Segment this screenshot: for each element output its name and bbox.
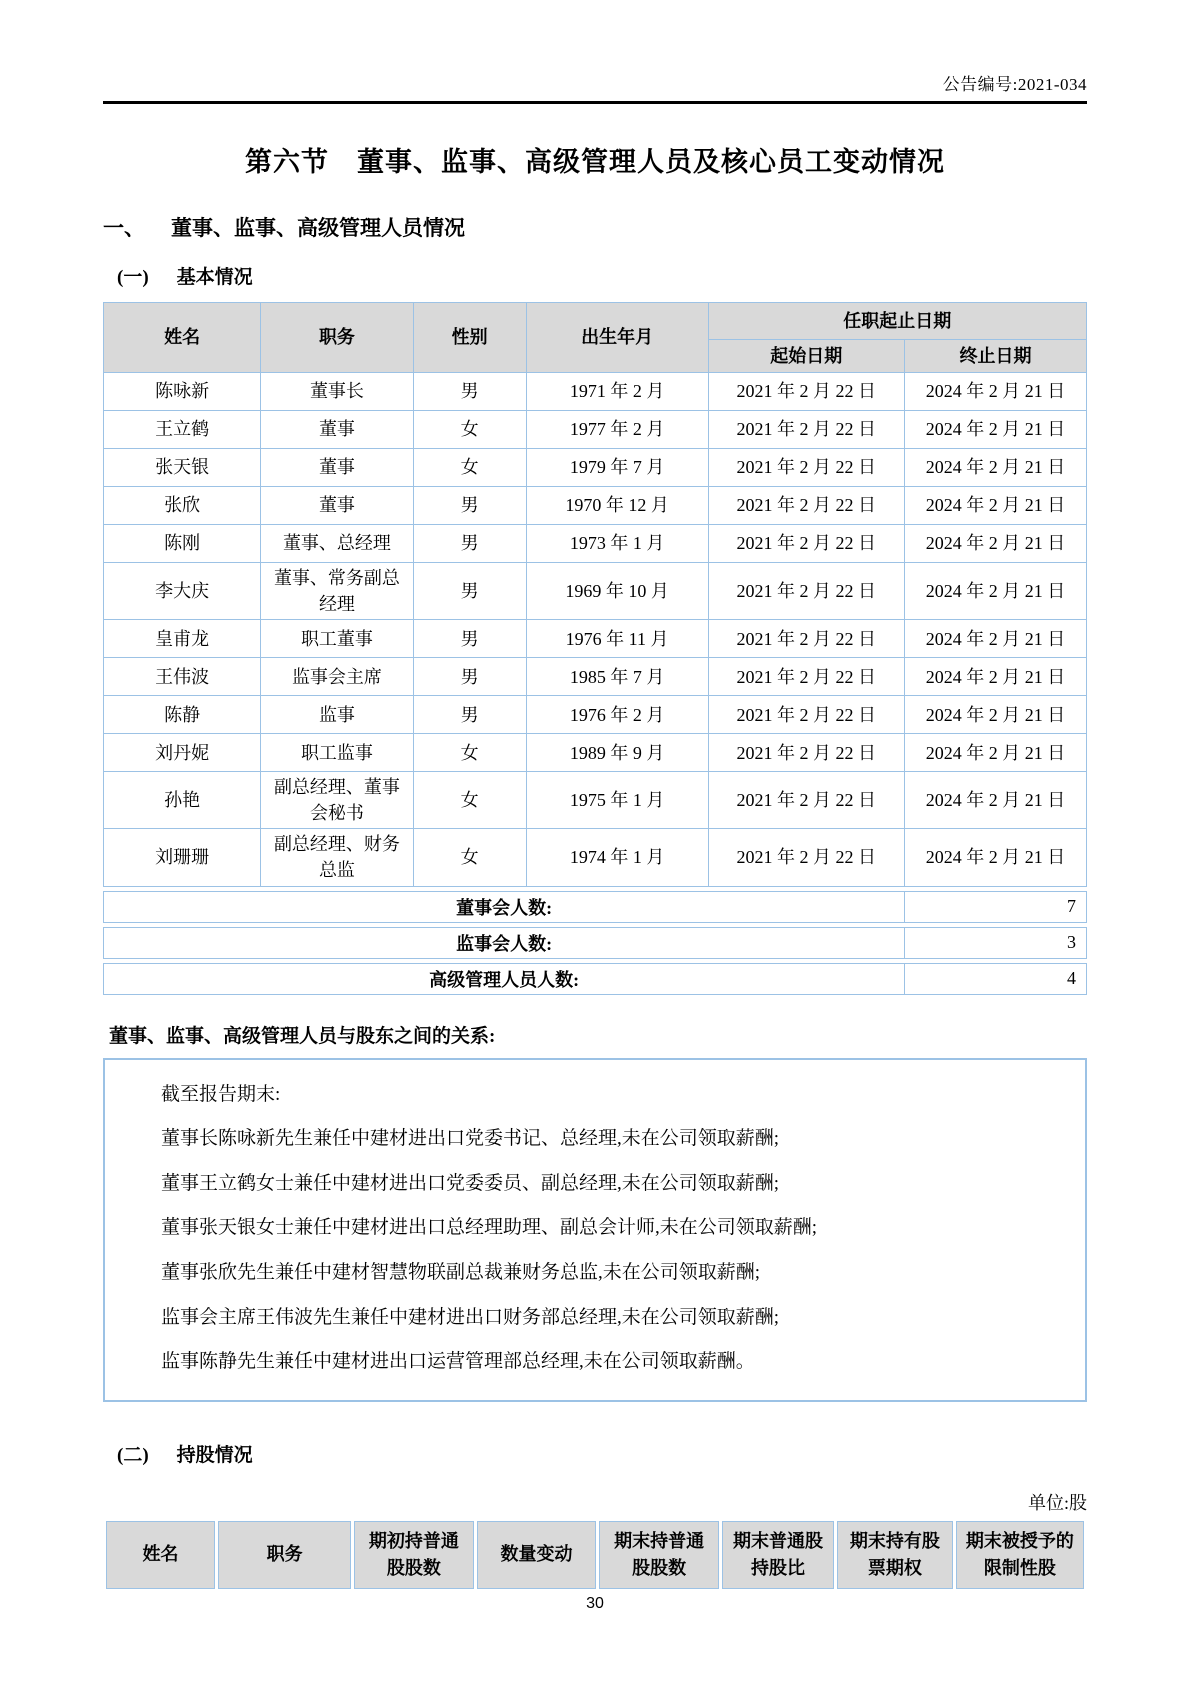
cell-birth: 1976 年 11 月 (526, 620, 708, 658)
cell-start: 2021 年 2 月 22 日 (708, 658, 905, 696)
cell-end: 2024 年 2 月 21 日 (905, 829, 1087, 886)
cell-start: 2021 年 2 月 22 日 (708, 734, 905, 772)
cell-end: 2024 年 2 月 21 日 (905, 734, 1087, 772)
cell-duty: 副总经理、董事会秘书 (261, 772, 413, 829)
summary-value: 4 (1067, 968, 1076, 989)
cell-gender: 男 (413, 696, 526, 734)
col-header-term: 任职起止日期 (708, 303, 1087, 340)
relations-paragraph: 监事陈静先生兼任中建材进出口运营管理部总经理,未在公司领取薪酬。 (161, 1351, 755, 1373)
col-header-birth: 出生年月 (526, 303, 708, 373)
relations-paragraph: 监事会主席王伟波先生兼任中建材进出口财务部总经理,未在公司领取薪酬; (161, 1306, 780, 1328)
relations-paragraph: 董事王立鹤女士兼任中建材进出口党委委员、副总经理,未在公司领取薪酬; (161, 1172, 780, 1194)
cell-gender: 女 (413, 829, 526, 886)
relations-paragraph: 董事张欣先生兼任中建材智慧物联副总裁兼财务总监,未在公司领取薪酬; (161, 1261, 761, 1283)
col-header-start-date: 起始日期 (708, 340, 905, 373)
cell-end: 2024 年 2 月 21 日 (905, 449, 1087, 487)
cell-name: 陈刚 (104, 525, 261, 563)
table-row (104, 620, 1087, 658)
table-row (104, 829, 1087, 886)
basic-info-table (103, 302, 1087, 887)
cell-end: 2024 年 2 月 21 日 (905, 772, 1087, 829)
cell-start: 2021 年 2 月 22 日 (708, 772, 905, 829)
summary-value: 3 (1067, 932, 1076, 953)
cell-start: 2021 年 2 月 22 日 (708, 411, 905, 449)
table-row (104, 411, 1087, 449)
cell-duty: 副总经理、财务总监 (261, 829, 413, 886)
cell-gender: 女 (413, 734, 526, 772)
cell-duty: 董事、常务副总经理 (261, 563, 413, 620)
subsection-heading-text: 持股情况 (176, 1444, 253, 1466)
cell-name: 孙艳 (104, 772, 261, 829)
cell-birth: 1970 年 12 月 (526, 487, 708, 525)
announcement-number: 公告编号:2021-034 (942, 75, 1087, 94)
cell-birth: 1976 年 2 月 (526, 696, 708, 734)
col-header-closing-ratio: 期末普通股持股比 (722, 1521, 834, 1589)
cell-end: 2024 年 2 月 21 日 (905, 563, 1087, 620)
cell-duty: 监事会主席 (261, 658, 413, 696)
col-header-end-date: 终止日期 (905, 340, 1087, 373)
cell-start: 2021 年 2 月 22 日 (708, 525, 905, 563)
table-row (104, 373, 1087, 411)
col-header-restricted-shares: 期末被授予的限制性股 (956, 1521, 1084, 1589)
cell-gender: 女 (413, 411, 526, 449)
cell-gender: 男 (413, 620, 526, 658)
page-content (103, 0, 1087, 1613)
table-row (104, 734, 1087, 772)
cell-duty: 职工监事 (261, 734, 413, 772)
summary-label: 监事会人数: (104, 928, 905, 958)
cell-name: 陈静 (104, 696, 261, 734)
summary-row-supervisor-count (103, 927, 1087, 959)
subsection-basic-heading (117, 262, 1087, 289)
cell-end: 2024 年 2 月 21 日 (905, 620, 1087, 658)
section-number: 一、 (103, 216, 145, 240)
shareholding-table (103, 1521, 1087, 1589)
cell-birth: 1973 年 1 月 (526, 525, 708, 563)
cell-duty: 董事 (261, 449, 413, 487)
cell-duty: 董事长 (261, 373, 413, 411)
cell-duty: 董事、总经理 (261, 525, 413, 563)
cell-end: 2024 年 2 月 21 日 (905, 411, 1087, 449)
table-row (104, 487, 1087, 525)
cell-start: 2021 年 2 月 22 日 (708, 620, 905, 658)
summary-label: 董事会人数: (104, 892, 905, 922)
cell-name: 王立鹤 (104, 411, 261, 449)
subsection-holding-heading (117, 1440, 1087, 1467)
unit-note: 单位:股 (1027, 1492, 1087, 1513)
section-heading (103, 212, 1087, 242)
relations-paragraph: 截至报告期末: (161, 1083, 281, 1105)
cell-birth: 1985 年 7 月 (526, 658, 708, 696)
cell-name: 张天银 (104, 449, 261, 487)
col-header-stock-options: 期末持有股票期权 (837, 1521, 953, 1589)
cell-start: 2021 年 2 月 22 日 (708, 829, 905, 886)
cell-birth: 1977 年 2 月 (526, 411, 708, 449)
cell-birth: 1989 年 9 月 (526, 734, 708, 772)
cell-end: 2024 年 2 月 21 日 (905, 696, 1087, 734)
cell-name: 刘丹妮 (104, 734, 261, 772)
header-rule (103, 101, 1087, 104)
cell-gender: 男 (413, 658, 526, 696)
page-number: 30 (586, 1594, 604, 1612)
cell-start: 2021 年 2 月 22 日 (708, 449, 905, 487)
col-header-closing-shares: 期末持普通股股数 (599, 1521, 719, 1589)
summary-value: 7 (1067, 896, 1076, 917)
cell-end: 2024 年 2 月 21 日 (905, 525, 1087, 563)
cell-birth: 1979 年 7 月 (526, 449, 708, 487)
cell-birth: 1971 年 2 月 (526, 373, 708, 411)
subsection-number: (二) (117, 1444, 149, 1466)
cell-gender: 男 (413, 563, 526, 620)
cell-start: 2021 年 2 月 22 日 (708, 487, 905, 525)
summary-label: 高级管理人员人数: (104, 964, 905, 994)
cell-end: 2024 年 2 月 21 日 (905, 487, 1087, 525)
cell-gender: 女 (413, 772, 526, 829)
col-header-name: 姓名 (104, 303, 261, 373)
cell-birth: 1974 年 1 月 (526, 829, 708, 886)
table-header-row (106, 1521, 1084, 1589)
cell-gender: 男 (413, 487, 526, 525)
table-row (104, 696, 1087, 734)
cell-duty: 职工董事 (261, 620, 413, 658)
cell-end: 2024 年 2 月 21 日 (905, 373, 1087, 411)
cell-name: 刘珊珊 (104, 829, 261, 886)
cell-gender: 女 (413, 449, 526, 487)
cell-start: 2021 年 2 月 22 日 (708, 563, 905, 620)
cell-start: 2021 年 2 月 22 日 (708, 373, 905, 411)
col-header-duty: 职务 (218, 1521, 351, 1589)
cell-birth: 1975 年 1 月 (526, 772, 708, 829)
summary-row-board-count (103, 891, 1087, 923)
col-header-opening-shares: 期初持普通股股数 (354, 1521, 474, 1589)
cell-gender: 男 (413, 373, 526, 411)
chapter-title: 第六节 董事、监事、高级管理人员及核心员工变动情况 (245, 147, 945, 177)
table-row (104, 563, 1087, 620)
table-row (104, 525, 1087, 563)
cell-birth: 1969 年 10 月 (526, 563, 708, 620)
col-header-name: 姓名 (106, 1521, 215, 1589)
relations-paragraph: 董事张天银女士兼任中建材进出口总经理助理、副总会计师,未在公司领取薪酬; (161, 1217, 818, 1239)
table-row (104, 658, 1087, 696)
table-row (104, 772, 1087, 829)
relations-heading: 董事、监事、高级管理人员与股东之间的关系: (109, 1025, 496, 1047)
col-header-change: 数量变动 (477, 1521, 597, 1589)
cell-duty: 监事 (261, 696, 413, 734)
cell-name: 李大庆 (104, 563, 261, 620)
cell-start: 2021 年 2 月 22 日 (708, 696, 905, 734)
cell-name: 皇甫龙 (104, 620, 261, 658)
subsection-number: (一) (117, 267, 149, 288)
table-row (104, 449, 1087, 487)
cell-duty: 董事 (261, 411, 413, 449)
cell-name: 王伟波 (104, 658, 261, 696)
relations-box (103, 1058, 1087, 1402)
cell-gender: 男 (413, 525, 526, 563)
relations-paragraph: 董事长陈咏新先生兼任中建材进出口党委书记、总经理,未在公司领取薪酬; (161, 1128, 780, 1150)
cell-duty: 董事 (261, 487, 413, 525)
col-header-gender: 性别 (413, 303, 526, 373)
table-header-row (104, 303, 1087, 340)
cell-end: 2024 年 2 月 21 日 (905, 658, 1087, 696)
subsection-heading-text: 基本情况 (176, 267, 253, 288)
cell-name: 陈咏新 (104, 373, 261, 411)
cell-name: 张欣 (104, 487, 261, 525)
col-header-duty: 职务 (261, 303, 413, 373)
section-heading-text: 董事、监事、高级管理人员情况 (171, 216, 465, 240)
summary-row-senior-mgmt-count (103, 963, 1087, 995)
